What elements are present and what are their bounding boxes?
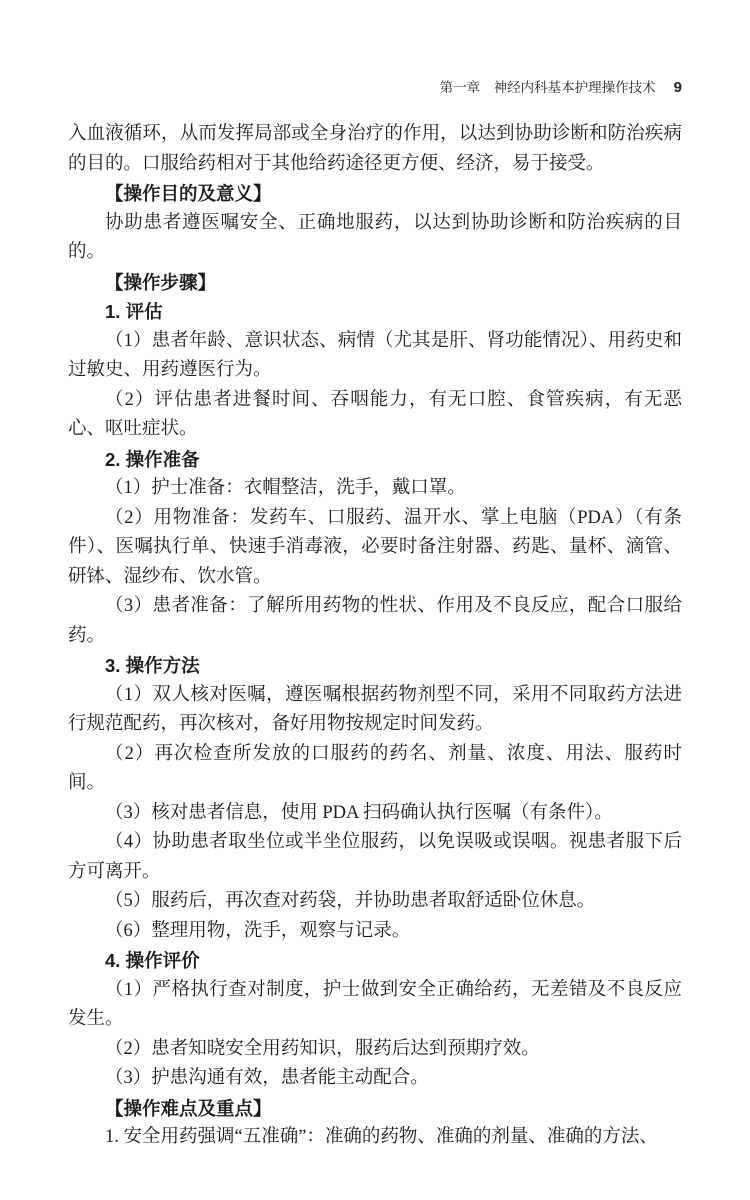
body-paragraph: （1）严格执行查对制度，护士做到安全正确给药，无差错及不良反应发生。 bbox=[68, 979, 682, 1029]
bracket-heading: 【操作目的及意义】 bbox=[105, 183, 272, 204]
body-paragraph: （2）患者知晓安全用药知识，服药后达到预期疗效。 bbox=[105, 1038, 540, 1059]
numbered-heading: 4. 操作评价 bbox=[105, 950, 200, 971]
page-content bbox=[68, 120, 682, 1153]
body-paragraph: （3）患者准备：了解所用药物的性状、作用及不良反应，配合口服给药。 bbox=[68, 596, 682, 646]
body-paragraph: （3）护患沟通有效，患者能主动配合。 bbox=[105, 1068, 429, 1088]
page-header bbox=[68, 79, 682, 97]
chapter-title: 神经内科基本护理操作技术 bbox=[493, 80, 656, 95]
intro: 入血液循环，从而发挥局部或全身治疗的作用，以达到协助诊断和防治疾病的目的。口服给药相对于其他给药途径更方便、经济，易于接受。 bbox=[68, 124, 682, 174]
body-paragraph: （4）协助患者取坐位或半坐位服药，以免误吸或误咽。视患者服下后方可离开。 bbox=[68, 832, 682, 882]
body-paragraph: （1）护士准备：衣帽整洁，洗手，戴口罩。 bbox=[105, 478, 466, 498]
body-paragraph: （2）用物准备：发药车、口服药、温开水、掌上电脑（PDA）（有条件）、医嘱执行单、快速手消毒液，必要时备注射器、药匙、量杯、滴管、研钵、湿纱布、饮水管。 bbox=[68, 507, 682, 587]
numbered-heading: 2. 操作准备 bbox=[105, 448, 200, 470]
chapter-label: 第一章 bbox=[439, 80, 481, 95]
body-paragraph: （3）核对患者信息，使用 PDA 扫码确认执行医嘱（有条件）。 bbox=[105, 802, 613, 823]
bracket-heading: 【操作难点及重点】 bbox=[105, 1097, 272, 1119]
body-paragraph: （1）患者年龄、意识状态、病情（尤其是肝、肾功能情况）、用药史和过敏史、用药遵医行为。 bbox=[68, 330, 682, 380]
body-paragraph: （5）服药后，再次查对药袋，并协助患者取舒适卧位休息。 bbox=[105, 891, 596, 911]
numbered-heading: 1. 评估 bbox=[105, 301, 163, 322]
body-paragraph: （6）整理用物，洗手，观察与记录。 bbox=[105, 920, 411, 941]
body-paragraph: （2）评估患者进餐时间、吞咽能力，有无口腔、食管疾病，有无恶心、呕吐症状。 bbox=[68, 389, 682, 439]
body-paragraph: 1. 安全用药强调“五准确”：准确的药物、准确的剂量、准确的方法、 bbox=[105, 1127, 658, 1147]
page-number: 9 bbox=[673, 79, 682, 96]
body-paragraph: （1）双人核对医嘱，遵医嘱根据药物剂型不同，采用不同取药方法进行规范配药，再次核对，备好用物按规定时间发药。 bbox=[68, 684, 682, 734]
body-paragraph: （2）再次检查所发放的口服药的药名、剂量、浓度、用法、服药时间。 bbox=[68, 743, 682, 793]
bracket-heading: 【操作步骤】 bbox=[105, 271, 217, 293]
body-paragraph: 协助患者遵医嘱安全、正确地服药，以达到协助诊断和防治疾病的目的。 bbox=[68, 212, 682, 262]
numbered-heading: 3. 操作方法 bbox=[105, 655, 200, 676]
